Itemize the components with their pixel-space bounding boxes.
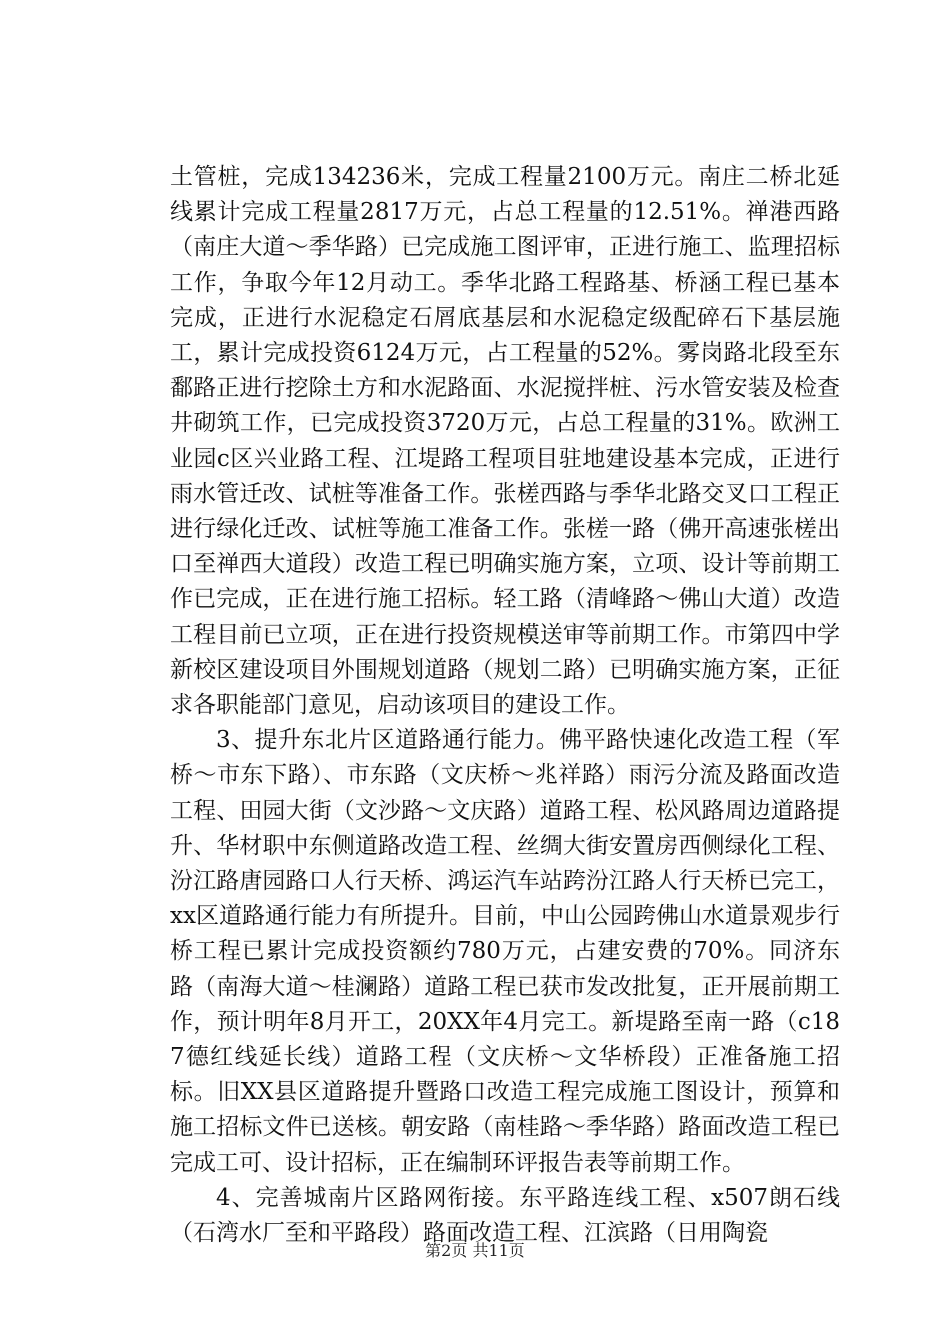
paragraph-section-3: 3、提升东北片区道路通行能力。佛平路快速化改造工程（军桥～市东下路）、市东路（文庆桥～兆祥路）雨污分流及路面改造工程、田园大街（文沙路～文庆路）道路工程、松风路周边道路提升、华材职中东侧道路改造工程、丝绸大街安置房西侧绿化工程、汾江路唐园路口人行天桥、鸿运汽车站跨汾江路人行天桥已完工，xx区道路通行能力有所提升。目前，中山公园跨佛山水道景观步行桥工程已累计完成投资额约780万元，占建安费的70%。同济东路（南海大道～桂澜路）道路工程已获市发改批复，正开展前期工作，预计明年8月开工，20XX年4月完工。新堤路至南一路（c187德红线延长线）道路工程（文庆桥～文华桥段）正准备施工招标。旧XX县区道路提升暨路口改造工程完成施工图设计，预算和施工招标文件已送核。朝安路（南桂路～季华路）路面改造工程已完成工可、设计招标，正在编制环评报告表等前期工作。	[170, 727, 840, 1176]
page-footer: 第2页 共11页	[425, 1241, 525, 1260]
paragraph-continuation: 土管桩，完成134236米，完成工程量2100万元。南庄二桥北延线累计完成工程量2817万元，占总工程量的12.51%。禅港西路（南庄大道～季华路）已完成施工图评审，正进行施工、监理招标工作，争取今年12月动工。季华北路工程路基、桥涵工程已基本完成，正进行水泥稳定石屑底基层和水泥稳定级配碎石下基层施工，累计完成投资6124万元，占工程量的52%。雾岗路北段至东鄱路正进行挖除土方和水泥路面、水泥搅拌桩、污水管安装及检查井砌筑工作，已完成投资3720万元，占总工程量的31%。欧洲工业园c区兴业路工程、江堤路工程项目驻地建设基本完成，正进行雨水管迁改、试桩等准备工作。张槎西路与季华北路交叉口工程正进行绿化迁改、试桩等施工准备工作。张槎一路（佛开高速张槎出口至禅西大道段）改造工程已明确实施方案，立项、设计等前期工作已完成，正在进行施工招标。轻工路（清峰路～佛山大道）改造工程目前已立项，正在进行投资规模送审等前期工作。市第四中学新校区建设项目外围规划道路（规划二路）已明确实施方案，正征求各职能部门意见，启动该项目的建设工作。	[170, 164, 840, 719]
paragraph-section-4: 4、完善城南片区路网衔接。东平路连线工程、x507朗石线（石湾水厂至和平路段）路面改造工程、江滨路（日用陶瓷	[170, 1184, 840, 1247]
document-body	[170, 160, 840, 1251]
